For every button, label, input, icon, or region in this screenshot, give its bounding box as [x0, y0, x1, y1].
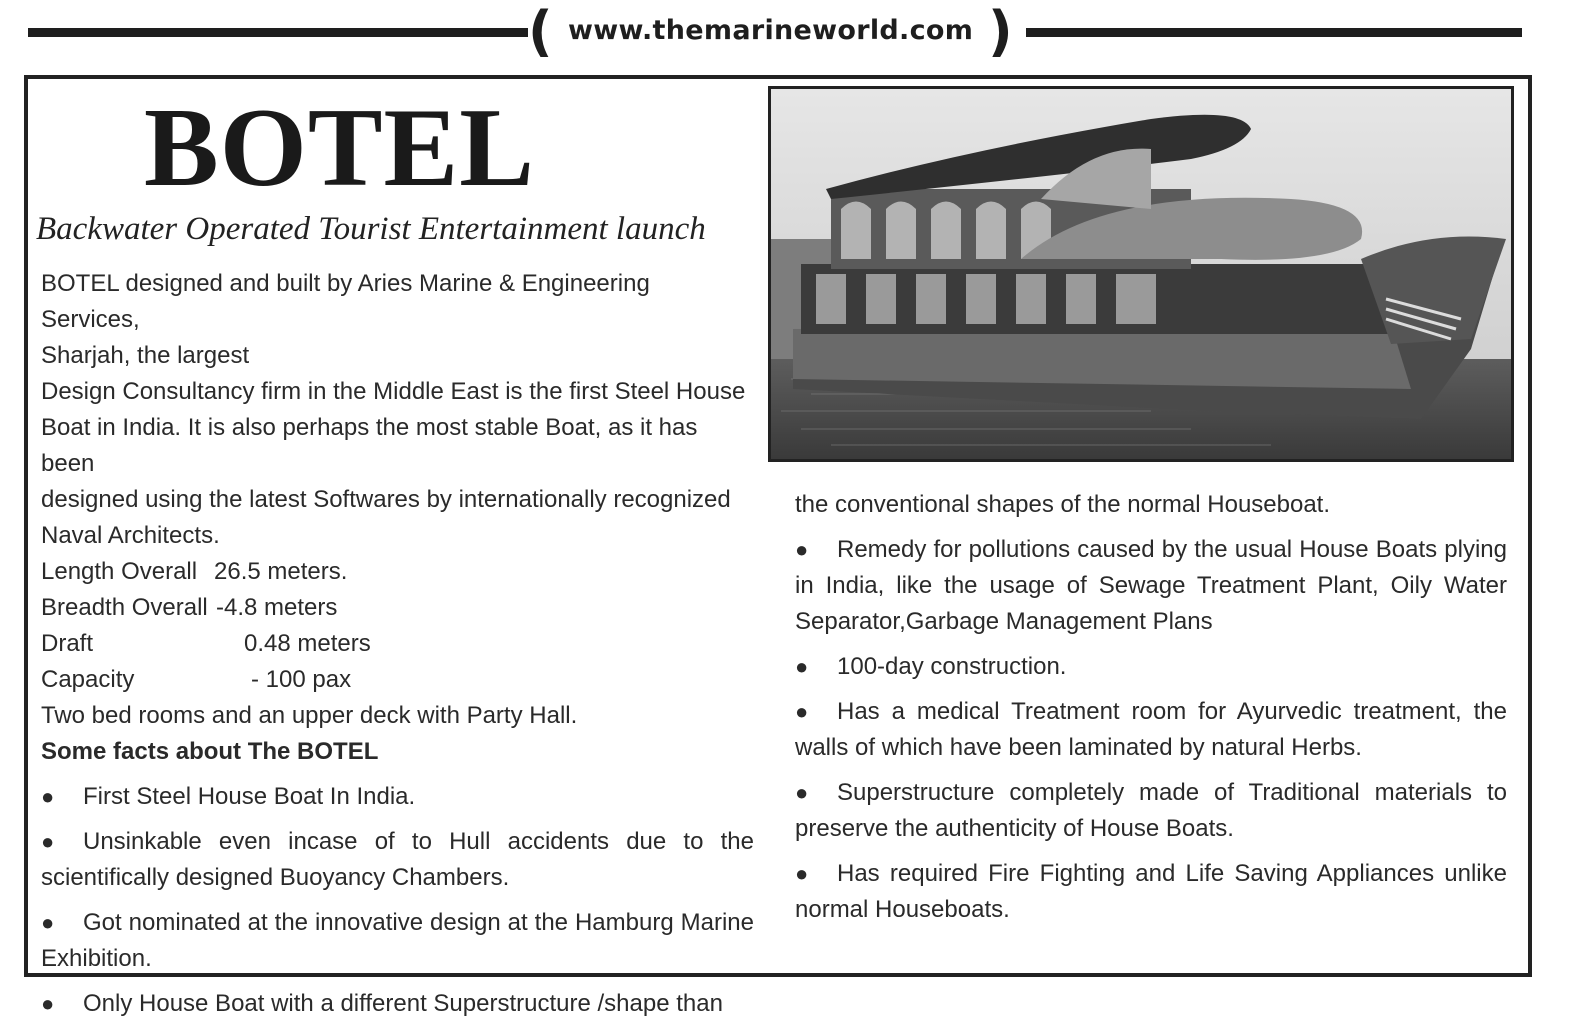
fact-item: [795, 532, 1507, 640]
spec-label: Length Overall: [41, 558, 198, 585]
bullet-icon: ●: [795, 537, 809, 562]
right-column: [795, 487, 1507, 928]
spec-row: [41, 590, 754, 626]
intro-line: BOTEL designed and built by Aries Marine & Engineering Services,: [41, 270, 650, 333]
fact-item: [41, 824, 754, 896]
left-bracket-icon: (: [528, 0, 553, 63]
fact-item: [795, 694, 1507, 766]
website-url: www.themarineworld.com: [568, 15, 974, 46]
article-title: BOTEL: [144, 86, 535, 210]
spec-value: - 100 pax: [251, 666, 352, 693]
houseboat-illustration: [771, 89, 1511, 459]
continuation-text: the conventional shapes of the normal Houseboat.: [795, 491, 1331, 518]
fact-item: [41, 905, 754, 977]
houseboat-photo: [768, 86, 1514, 462]
fact-text: Has a medical Treatment room for Ayurvedic treatment, the walls of which have been laminated by natural Herbs.: [795, 698, 1507, 761]
spec-label: Breadth Overall: [41, 594, 208, 621]
spec-value: -4.8 meters: [216, 594, 338, 621]
intro-line: Boat in India. It is also perhaps the most stable Boat, as it has been: [41, 414, 698, 477]
rooms-text: Two bed rooms and an upper deck with Party Hall.: [41, 702, 578, 729]
bullet-icon: ●: [41, 910, 55, 935]
intro-line: Sharjah, the largest: [41, 342, 250, 369]
fact-item: [795, 856, 1507, 928]
bullet-icon: ●: [795, 861, 809, 886]
header-rule-left: [28, 28, 528, 37]
bullet-icon: ●: [41, 991, 55, 1016]
spec-value: 0.48 meters: [244, 630, 371, 657]
spec-label: Draft: [41, 630, 94, 657]
bullet-icon: ●: [795, 654, 809, 679]
left-column: [41, 266, 754, 1022]
bullet-icon: ●: [795, 780, 809, 805]
bullet-icon: ●: [41, 784, 55, 809]
spec-row: [41, 554, 754, 590]
intro-line: designed using the latest Softwares by internationally recognized: [41, 486, 731, 513]
fact-text: Got nominated at the innovative design at the Hamburg Marine Exhibition.: [41, 909, 754, 972]
spec-value: 26.5 meters.: [214, 558, 348, 585]
spec-label: Capacity: [41, 666, 135, 693]
fact-text: Unsinkable even incase of to Hull accidents due to the scientifically designed Buoyancy Chambers.: [41, 828, 754, 891]
spec-row: [41, 662, 754, 698]
fact-item: [41, 986, 754, 1022]
fact-text: Superstructure completely made of Traditional materials to preserve the authenticity of House Boats.: [795, 779, 1507, 842]
article-subtitle: Backwater Operated Tourist Entertainment launch: [36, 211, 706, 247]
bullet-icon: ●: [795, 699, 809, 724]
right-bracket-icon: ): [988, 0, 1013, 63]
facts-heading: Some facts about The BOTEL: [41, 738, 379, 765]
fact-text: First Steel House Boat In India.: [83, 783, 416, 810]
intro-line: Naval Architects.: [41, 522, 220, 549]
header-rule-right: [1026, 28, 1522, 37]
fact-text: Has required Fire Fighting and Life Saving Appliances unlike normal Houseboats.: [795, 860, 1507, 923]
bullet-icon: ●: [41, 829, 55, 854]
fact-item: [41, 779, 754, 815]
spec-row: [41, 626, 754, 662]
fact-text: Remedy for pollutions caused by the usual House Boats plying in India, like the usage of Sewage Treatment Plant, Oily Water Separator,Garbage Management Plans: [795, 536, 1507, 635]
intro-line: Design Consultancy firm in the Middle East is the first Steel House: [41, 378, 746, 405]
fact-item: [795, 775, 1507, 847]
fact-text: 100-day construction.: [837, 653, 1067, 680]
fact-text: Only House Boat with a different Superstructure /shape than: [83, 990, 723, 1017]
fact-item: [795, 649, 1507, 685]
